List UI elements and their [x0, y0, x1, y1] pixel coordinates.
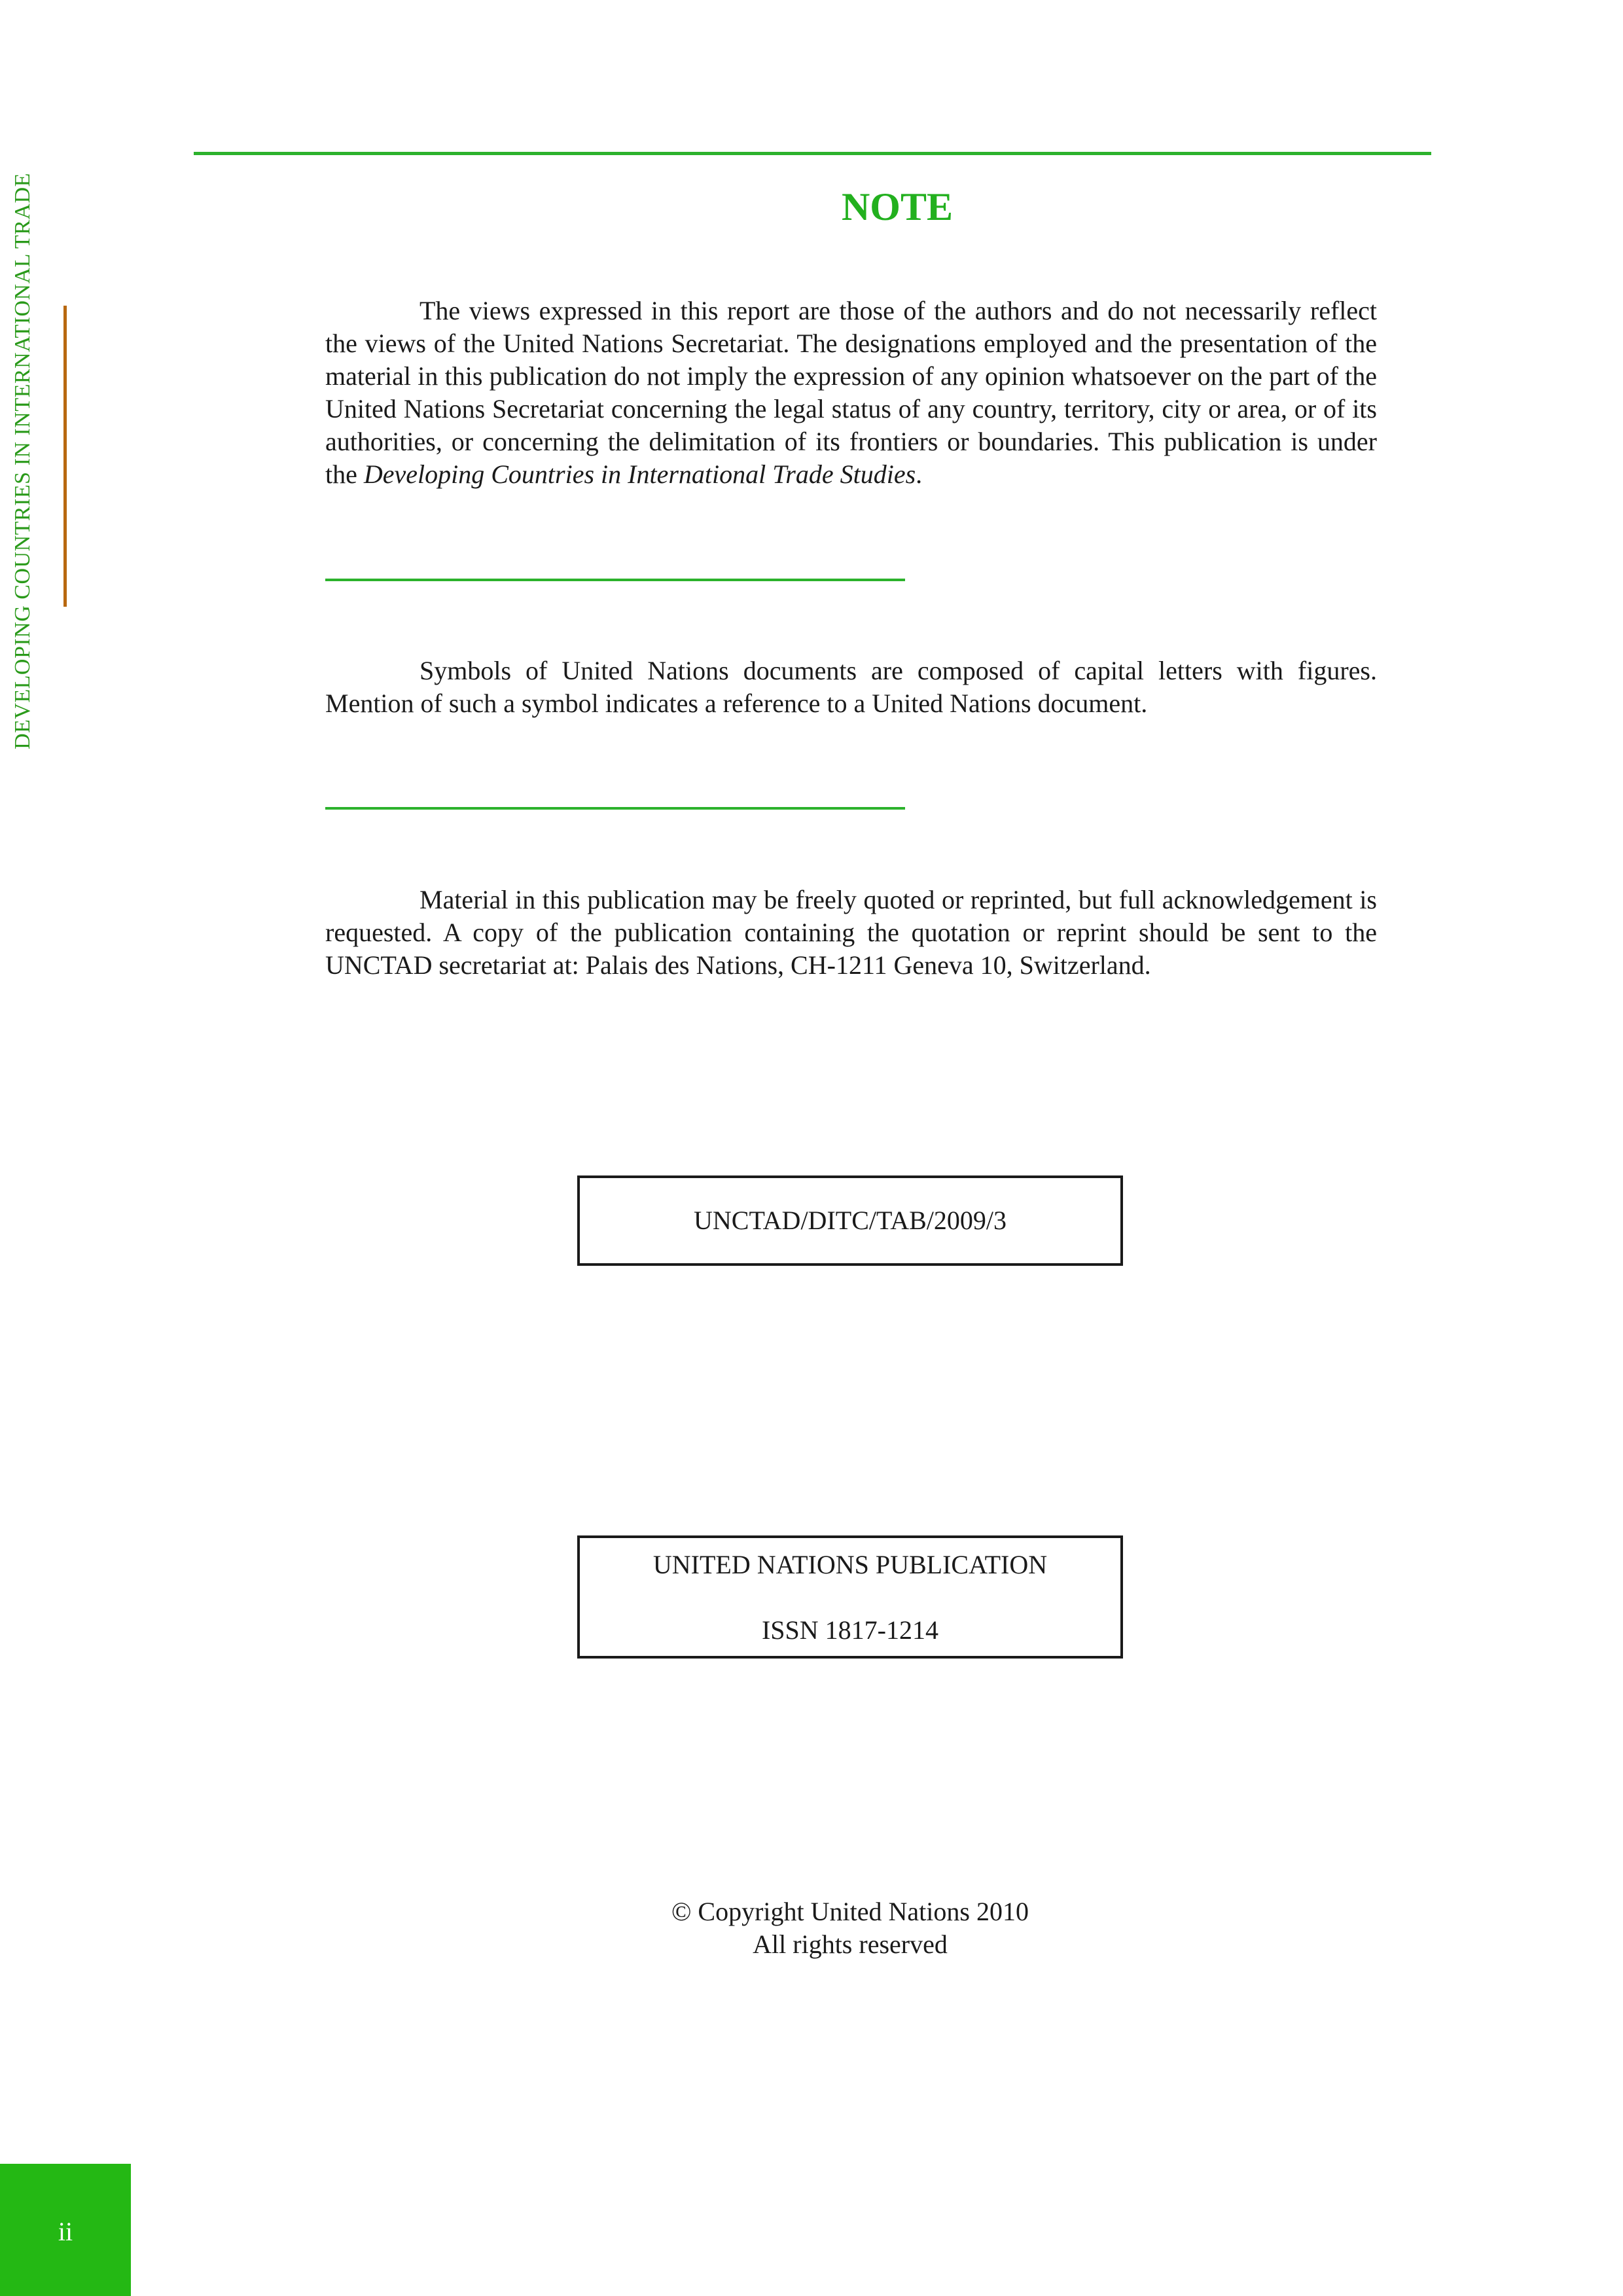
series-title-vertical: DEVELOPING COUNTRIES IN INTERNATIONAL TRADE	[10, 173, 35, 749]
document-symbol: UNCTAD/DITC/TAB/2009/3	[693, 1206, 1007, 1235]
issn: ISSN 1817-1214	[761, 1615, 939, 1645]
section-divider-2	[325, 807, 905, 810]
disclaimer-paragraph	[325, 295, 1377, 491]
publication-box	[577, 1535, 1123, 1659]
page-title: NOTE	[841, 185, 954, 228]
symbols-paragraph: Symbols of United Nations documents are composed of capital letters with figures. Mention of such a symbol indicates a reference to a United Nations document.	[325, 656, 1377, 718]
document-symbol-box	[577, 1175, 1123, 1266]
series-name: Developing Countries in International Trade Studies	[363, 459, 916, 489]
disclaimer-end: .	[916, 459, 923, 489]
section-divider-1	[325, 579, 905, 581]
copyright-line: © Copyright United Nations 2010	[671, 1897, 1029, 1926]
copyright-block	[577, 1895, 1123, 1961]
publication-label: UNITED NATIONS PUBLICATION	[652, 1550, 1048, 1579]
rights-line: All rights reserved	[753, 1929, 948, 1959]
side-rule	[63, 306, 67, 607]
reprint-paragraph: Material in this publication may be freely quoted or reprinted, but full acknowledgement is requested. A copy of the publication containing the quotation or reprint should be sent to the UNCTAD secretariat at: Palais des Nations, CH-1211 Geneva 10, Switzerland.	[325, 885, 1377, 980]
disclaimer-text: The views expressed in this report are those of the authors and do not necessarily reflect the views of the United Nations Secretariat. The designations employed and the presentation of the material in this publication do not imply the expression of any opinion whatsoever on the part of the United Nations Secretariat concerning the legal status of any country, territory, city or area, or of its authorities, or concerning the delimitation of its frontiers or boundaries. This publication is under the	[325, 296, 1377, 489]
top-rule	[194, 152, 1431, 155]
page-number: ii	[58, 2217, 73, 2246]
